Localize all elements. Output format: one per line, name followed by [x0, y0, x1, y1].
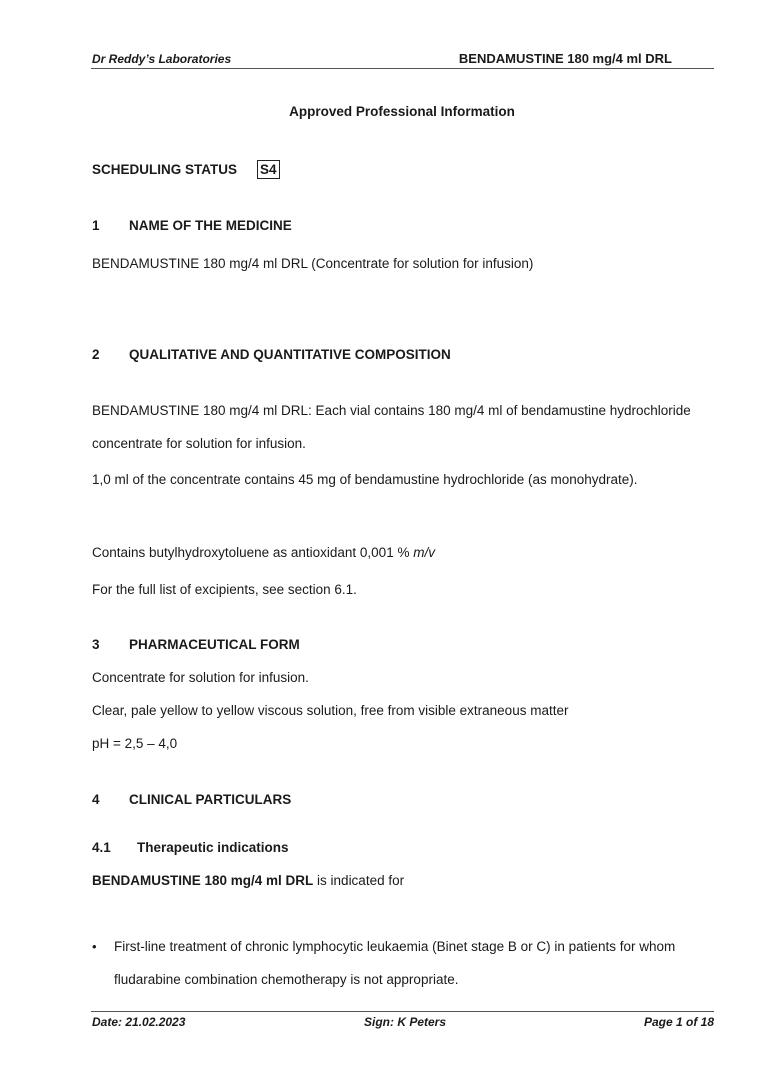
footer-page-number: Page 1 of 18: [643, 1015, 714, 1029]
section-1-heading: [92, 218, 292, 233]
section-1-text: BENDAMUSTINE 180 mg/4 ml DRL (Concentrate for solution for infusion): [92, 256, 534, 271]
bullet-icon: •: [92, 939, 97, 954]
section-3-title: PHARMACEUTICAL FORM: [129, 637, 300, 652]
section-4-1-heading: [92, 840, 289, 855]
section-2-title: QUALITATIVE AND QUANTITATIVE COMPOSITION: [129, 347, 451, 362]
section-2-line-3: 1,0 ml of the concentrate contains 45 mg of bendamustine hydrochloride (as monohydrate).: [92, 472, 638, 487]
section-4-1-intro: [92, 873, 404, 888]
bullet-line-2: fludarabine combination chemotherapy is not appropriate.: [114, 972, 459, 987]
section-4-1-number: 4.1: [92, 840, 111, 855]
section-4-number: 4: [92, 792, 100, 807]
section-4-title: CLINICAL PARTICULARS: [129, 792, 292, 807]
section-4-heading: [92, 792, 291, 807]
section-3-heading: [92, 637, 300, 652]
section-2-heading: [92, 347, 451, 362]
product-name-bold: BENDAMUSTINE 180 mg/4 ml DRL: [92, 873, 314, 888]
section-2-line-1: BENDAMUSTINE 180 mg/4 ml DRL: Each vial contains 180 mg/4 ml of bendamustine hydrochloride: [92, 403, 691, 418]
header-company: Dr Reddy’s Laboratories: [92, 52, 232, 66]
section-4-1-title: Therapeutic indications: [137, 840, 289, 855]
unit-mv: m/v: [413, 545, 435, 560]
section-3-line-1: Concentrate for solution for infusion.: [92, 670, 309, 685]
section-2-number: 2: [92, 347, 100, 362]
section-2-line-5: For the full list of excipients, see section 6.1.: [92, 582, 357, 597]
section-3-line-3: pH = 2,5 – 4,0: [92, 736, 178, 751]
header-rule: [91, 68, 714, 69]
section-1-number: 1: [92, 218, 100, 233]
scheduling-label: SCHEDULING STATUS: [92, 162, 237, 177]
section-3-number: 3: [92, 637, 100, 652]
section-2-line-4: [92, 545, 435, 560]
antioxidant-text: Contains butylhydroxytoluene as antioxidant 0,001 %: [92, 545, 414, 560]
bullet-line-1: First-line treatment of chronic lymphocytic leukaemia (Binet stage B or C) in patients for whom: [114, 939, 676, 954]
footer-rule: [91, 1011, 714, 1012]
intro-rest: is indicated for: [313, 873, 405, 888]
section-2-line-2: concentrate for solution for infusion.: [92, 436, 306, 451]
scheduling-status: [92, 160, 280, 179]
scheduling-value-box: S4: [257, 160, 280, 179]
footer-date: Date: 21.02.2023: [92, 1015, 186, 1029]
section-1-title: NAME OF THE MEDICINE: [129, 218, 292, 233]
section-3-line-2: Clear, pale yellow to yellow viscous solution, free from visible extraneous matter: [92, 703, 569, 718]
footer-sign: Sign: K Peters: [364, 1015, 447, 1029]
header-product: BENDAMUSTINE 180 mg/4 ml DRL: [458, 51, 672, 66]
document-title: Approved Professional Information: [289, 104, 515, 119]
